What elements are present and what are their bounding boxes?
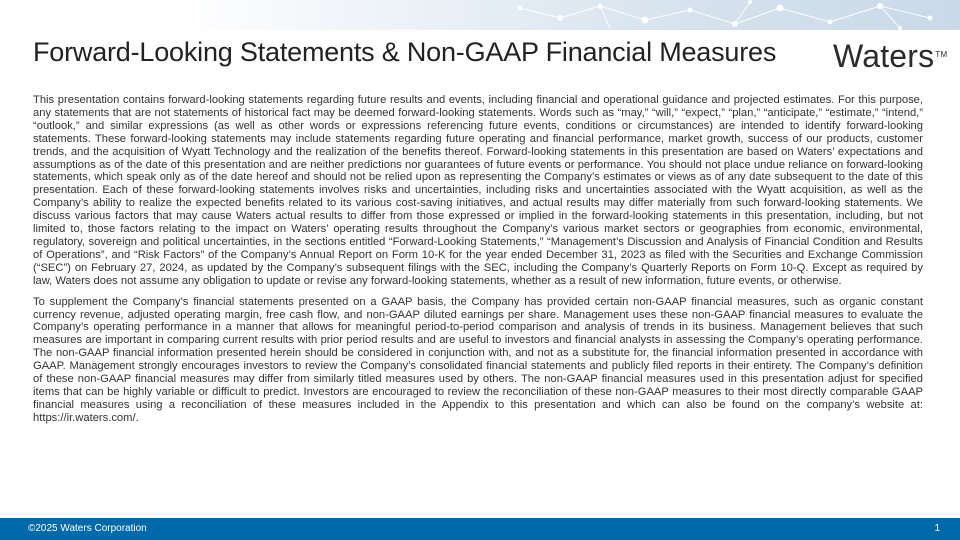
logo-wordmark: Waters — [833, 38, 935, 74]
waters-logo — [833, 38, 946, 75]
forward-looking-paragraph: This presentation contains forward-looking statements regarding future results and events, including financial and operational guidance and projected estimates. For this purpose, any statements that are not statements of historical fact may be deemed forward-looking statements. Words such as “may,” “will,” “expect,” “plan,” “anticipate,” “estimate,” “intend,” “outlook,” and similar expressions (as well as other words or expressions referencing future events, conditions or circumstances) are intended to identify forward-looking statements. These forward-looking statements may include statements regarding future operating and financial performance, market growth, success of our products, customer trends, and the acquisition of Wyatt Technology and the realization of the benefits thereof. Forward-looking statements in this presentation are based on Waters’ expectations and assumptions as of the date of this presentation and are neither predictions nor guarantees of future events or performance. You should not place undue reliance on forward-looking statements, which speak only as of the date hereof and should not be relied upon as representing the Company’s estimates or views as of any date subsequent to the date of this presentation. Each of these forward-looking statements involves risks and uncertainties, including risks and uncertainties associated with the Wyatt acquisition, as well as the Company’s ability to realize the expected benefits related to its various cost-saving initiatives, and actual results may differ materially from such forward-looking statements. We discuss various factors that may cause Waters actual results to differ from those expressed or implied in the forward-looking statements in this presentation, including, but not limited to, those factors relating to the impact on Waters’ operating results throughout the Company’s various market sectors or geographies from economic, environmental, regulatory, sovereign and political uncertainties, in the sections entitled “Forward-Looking Statements,” “Management’s Discussion and Analysis of Financial Condition and Results of Operations”, and “Risk Factors” of the Company’s Annual Report on Form 10-K for the year ended December 31, 2023 as filed with the Securities and Exchange Commission (“SEC”) on February 27, 2024, as updated by the Company’s subsequent filings with the SEC, including the Company’s Quarterly Reports on Form 10-Q. Except as required by law, Waters does not assume any obligation to update or revise any forward-looking statements, whether as a result of new information, future events, or otherwise. — [33, 94, 923, 287]
molecule-pattern-graphic — [0, 0, 960, 30]
page-number: 1 — [934, 523, 940, 534]
header-decorative-band — [0, 0, 960, 30]
footer-copyright: ©2025 Waters Corporation — [28, 523, 147, 534]
footer-bar — [0, 518, 960, 540]
slide-body — [33, 94, 923, 433]
slide-title: Forward-Looking Statements & Non-GAAP Financial Measures — [33, 37, 777, 67]
non-gaap-paragraph: To supplement the Company’s financial statements presented on a GAAP basis, the Company has provided certain non-GAAP financial measures, such as organic constant currency revenue, adjusted operating margin, free cash flow, and non-GAAP diluted earnings per share. Management uses these non-GAAP financial measures to evaluate the Company’s operating performance in a manner that allows for meaningful period-to-period comparison and analysis of trends in its business. Management believes that such measures are important in comparing current results with prior period results and are useful to investors and financial analysts in assessing the Company’s operating performance. The non-GAAP financial information presented herein should be considered in conjunction with, and not as a substitute for, the financial information presented in accordance with GAAP. Management strongly encourages investors to review the Company’s consolidated financial statements and publicly filed reports in their entirety. The Company’s definition of these non-GAAP financial measures may differ from similarly titled measures used by others. The non-GAAP financial measures used in this presentation adjust for specified items that can be highly variable or difficult to predict. Investors are encouraged to review the reconciliation of these non-GAAP measures to their most directly comparable GAAP financial measures using a reconciliation of these measures included in the Appendix to this presentation and which can also be found on the company’s website at: https://ir.waters.com/. — [33, 295, 923, 424]
logo-trademark: TM — [935, 50, 948, 59]
